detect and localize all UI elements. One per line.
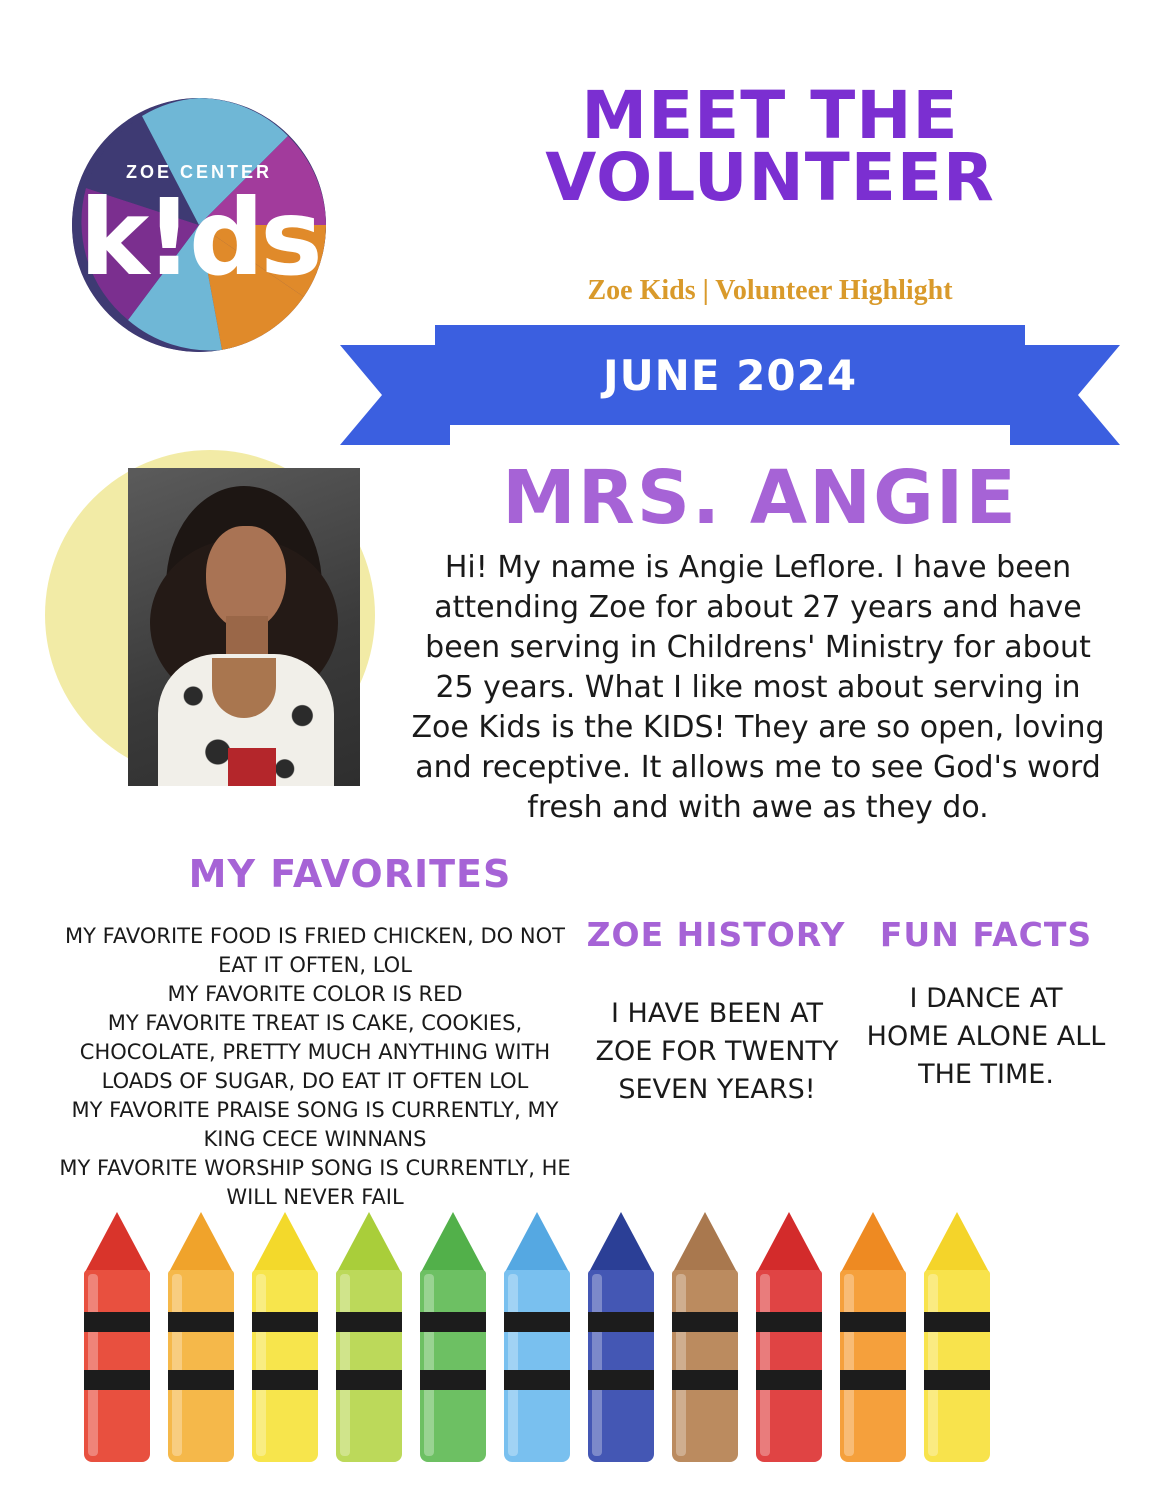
favorites-line: MY FAVORITE TREAT IS CAKE, COOKIES, CHOCOLATE, PRETTY MUCH ANYTHING WITH LOADS OF SUGAR, DO EAT IT OFTEN LOL — [79, 1011, 551, 1093]
crayon-shine — [172, 1274, 182, 1456]
crayon — [78, 1212, 156, 1462]
volunteer-bio: Hi! My name is Angie Leflore. I have been attending Zoe for about 27 years and have been serving in Childrens' Ministry for about 25 years. What I like most about serving in Zoe Kids is the KIDS! They are so open, loving and receptive. It allows me to see God's word fresh and with awe as they do. — [411, 550, 1105, 825]
crayon-stripe — [252, 1370, 318, 1390]
crayon-tip — [504, 1212, 570, 1274]
zoe-history-heading: ZOE HISTORY — [586, 915, 846, 954]
photo-red-accent — [228, 748, 276, 786]
crayon-shine — [928, 1274, 938, 1456]
crayon-tip — [336, 1212, 402, 1274]
crayon-stripe — [336, 1312, 402, 1332]
crayon-stripe — [504, 1370, 570, 1390]
favorites-line: MY FAVORITE FOOD IS FRIED CHICKEN, DO NOT EAT IT OFTEN, LOL — [65, 924, 565, 977]
crayon — [750, 1212, 828, 1462]
crayon-tip — [588, 1212, 654, 1274]
crayon-stripe — [336, 1370, 402, 1390]
crayon — [246, 1212, 324, 1462]
crayon-stripe — [168, 1370, 234, 1390]
crayon-stripe — [588, 1312, 654, 1332]
favorites-line: MY FAVORITE PRAISE SONG IS CURRENTLY, MY KING CECE WINNANS — [71, 1098, 559, 1151]
crayon-stripe — [84, 1312, 150, 1332]
crayon-stripe — [420, 1370, 486, 1390]
crayon-stripe — [504, 1312, 570, 1332]
crayon-stripe — [252, 1312, 318, 1332]
crayon-tip — [924, 1212, 990, 1274]
crayon-stripe — [756, 1312, 822, 1332]
crayon-shine — [676, 1274, 686, 1456]
logo-top-text: ZOE CENTER — [125, 162, 272, 182]
crayon-tip — [672, 1212, 738, 1274]
favorites-line: MY FAVORITE WORSHIP SONG IS CURRENTLY, HE WILL NEVER FAIL — [59, 1156, 571, 1209]
photo-face — [206, 526, 286, 630]
crayon — [666, 1212, 744, 1462]
zoe-kids-logo — [72, 98, 326, 352]
crayon — [330, 1212, 408, 1462]
crayon-shine — [424, 1274, 434, 1456]
page-title: MEET THE VOLUNTEER — [545, 77, 995, 216]
banner-date-text: JUNE 2024 — [602, 350, 858, 400]
zoe-history-text: I HAVE BEEN AT ZOE FOR TWENTY SEVEN YEARS! — [595, 998, 839, 1105]
crayon-tip — [252, 1212, 318, 1274]
fun-facts-heading: FUN FACTS — [879, 915, 1093, 954]
crayon — [918, 1212, 996, 1462]
favorites-list — [55, 922, 575, 1212]
volunteer-name: MRS. ANGIE — [502, 455, 1018, 541]
volunteer-photo — [128, 468, 360, 786]
crayon-tip — [840, 1212, 906, 1274]
crayon-tip — [756, 1212, 822, 1274]
crayon — [414, 1212, 492, 1462]
crayon-stripe — [924, 1370, 990, 1390]
crayon-decoration-row — [78, 1212, 1078, 1462]
page-subtitle: Zoe Kids | Volunteer Highlight — [587, 275, 953, 306]
fun-facts-text: I DANCE AT HOME ALONE ALL THE TIME. — [866, 983, 1106, 1090]
crayon-shine — [256, 1274, 266, 1456]
crayon-tip — [84, 1212, 150, 1274]
crayon-tip — [420, 1212, 486, 1274]
crayon-shine — [592, 1274, 602, 1456]
crayon-stripe — [840, 1312, 906, 1332]
date-banner — [340, 325, 1120, 445]
crayon-stripe — [756, 1370, 822, 1390]
crayon-tip — [168, 1212, 234, 1274]
crayon-stripe — [924, 1312, 990, 1332]
crayon — [498, 1212, 576, 1462]
favorites-heading: MY FAVORITES — [188, 852, 512, 896]
crayon-stripe — [84, 1370, 150, 1390]
logo-circle — [72, 98, 326, 352]
crayon — [162, 1212, 240, 1462]
crayon-shine — [508, 1274, 518, 1456]
crayon — [582, 1212, 660, 1462]
crayon-shine — [760, 1274, 770, 1456]
crayon-stripe — [588, 1370, 654, 1390]
logo-wordmark: k!ds — [79, 177, 319, 299]
crayon — [834, 1212, 912, 1462]
crayon-stripe — [672, 1370, 738, 1390]
crayon-shine — [844, 1274, 854, 1456]
banner-tail-right — [1010, 345, 1120, 445]
crayon-stripe — [168, 1312, 234, 1332]
crayon-stripe — [672, 1312, 738, 1332]
crayon-stripe — [840, 1370, 906, 1390]
banner-tail-left — [340, 345, 450, 445]
crayon-stripe — [420, 1312, 486, 1332]
crayon-shine — [88, 1274, 98, 1456]
favorites-line: MY FAVORITE COLOR IS RED — [167, 982, 463, 1006]
crayon-shine — [340, 1274, 350, 1456]
